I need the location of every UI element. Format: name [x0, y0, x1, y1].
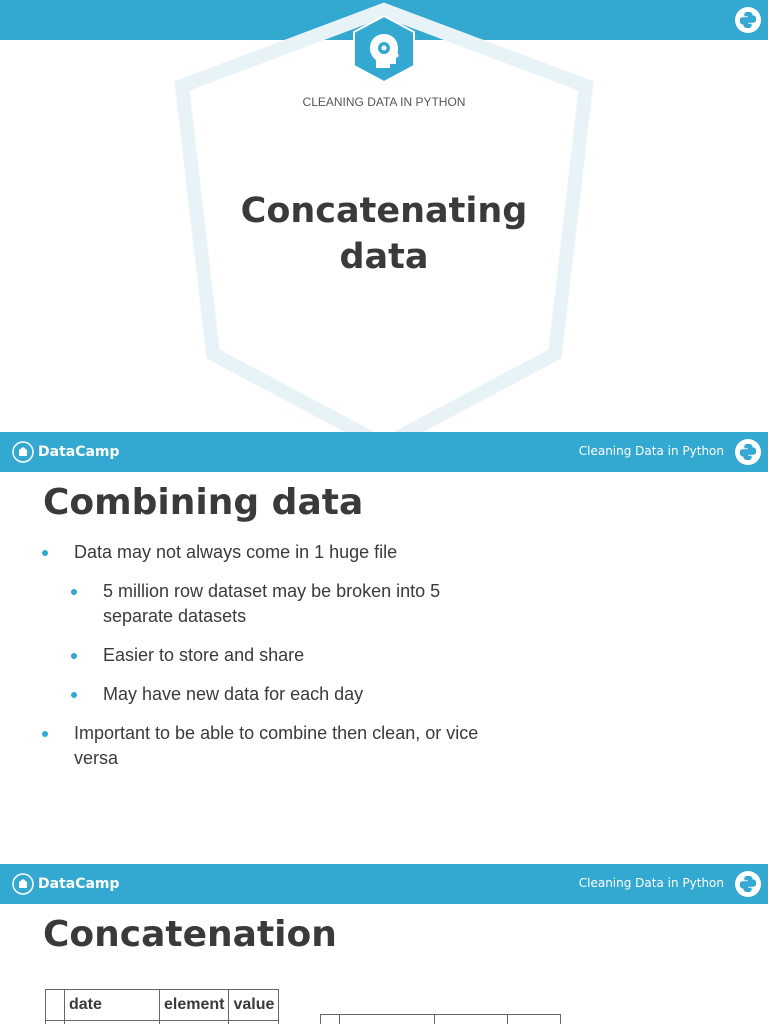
course-name: Cleaning Data in Python	[578, 444, 724, 458]
bullet-item: Data may not always come in 1 huge file	[40, 540, 500, 565]
table-row	[46, 1021, 279, 1024]
brand-name: DataCamp	[38, 876, 120, 892]
column-header: value	[229, 990, 279, 1021]
course-label: CLEANING DATA IN PYTHON	[302, 95, 466, 109]
content-slide-concatenation	[0, 864, 768, 1024]
slide-heading: Combining data	[43, 482, 364, 523]
bullet-item: Important to be able to combine then clean, or vice versa	[40, 721, 500, 771]
brain-head-icon	[349, 14, 419, 84]
slide-title	[0, 188, 768, 280]
title-line-2: data	[339, 237, 429, 277]
python-logo-icon	[735, 871, 761, 897]
datacamp-logo	[12, 873, 120, 895]
column-header: date	[65, 990, 160, 1021]
data-table-right	[320, 1014, 561, 1024]
table-header-row	[46, 990, 279, 1021]
table-header-row	[321, 1015, 561, 1024]
title-line-1: Concatenating	[240, 191, 528, 231]
course-name: Cleaning Data in Python	[578, 876, 724, 890]
datacamp-logo-icon	[12, 873, 34, 895]
content-slide-combining	[0, 432, 768, 864]
bullet-list	[40, 540, 500, 785]
bullet-subitem: 5 million row dataset may be broken into 5 separate datasets	[69, 579, 500, 629]
index-header	[46, 990, 65, 1021]
datacamp-logo-icon	[12, 441, 34, 463]
column-header: element	[160, 990, 229, 1021]
brand-name: DataCamp	[38, 444, 120, 460]
data-table-left	[45, 989, 279, 1024]
bullet-subitem: Easier to store and share	[69, 643, 500, 668]
bullet-subitem: May have new data for each day	[69, 682, 500, 707]
python-logo-icon	[735, 439, 761, 465]
slide-heading: Concatenation	[43, 914, 337, 955]
title-slide	[0, 0, 768, 432]
datacamp-logo	[12, 441, 120, 463]
